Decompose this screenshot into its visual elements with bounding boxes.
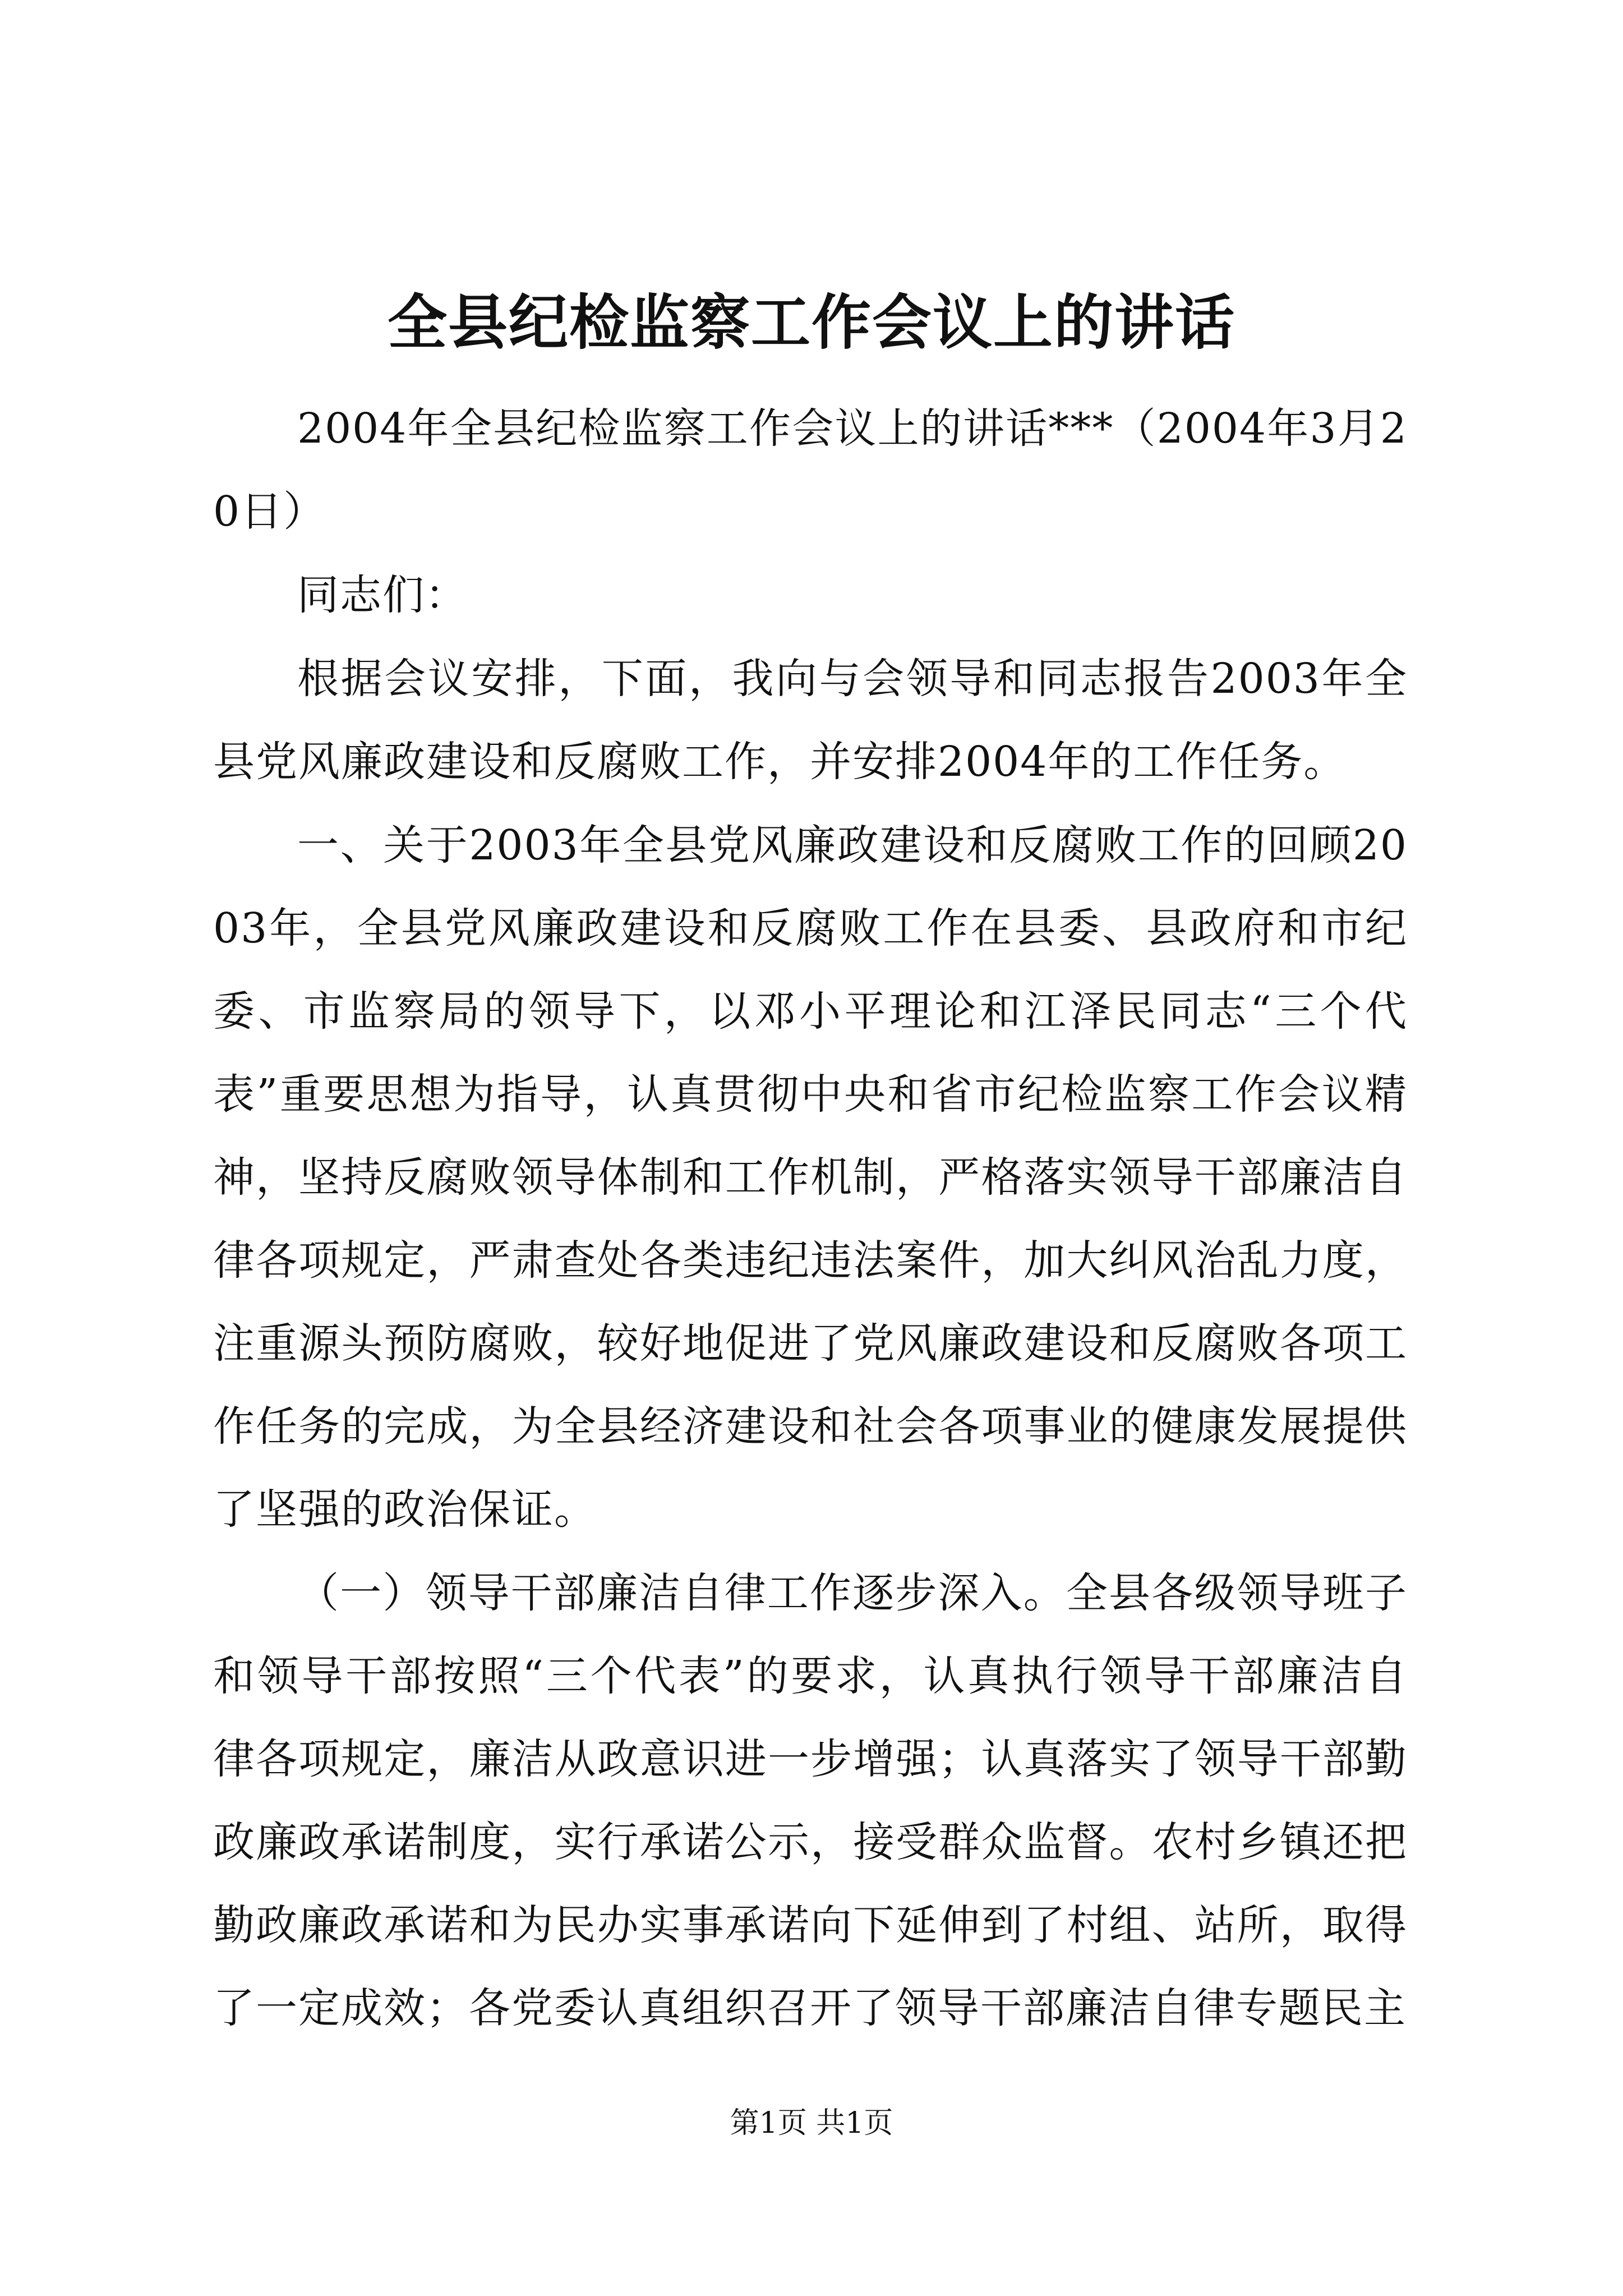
paragraph-review-2003: 一、关于2003年全县党风廉政建设和反腐败工作的回顾2003年，全县党风廉政建设和反腐败工作在县委、县政府和市纪委、市监察局的领导下，以邓小平理论和江泽民同志“三个代表”重要思想为指导，认真贯彻中央和省市纪检监察工作会议精神，坚持反腐败领导体制和工作机制，严格落实领导干部廉洁自律各项规定，严肃查处各类违纪违法案件，加大纠风治乱力度，注重源头预防腐败，较好地促进了党风廉政建设和反腐败各项工作任务的完成，为全县经济建设和社会各项事业的健康发展提供了坚强的政治保证。 [213,821,1408,1534]
paragraph-intro-heading: 2004年全县纪检监察工作会议上的讲话***（2004年3月20日） [213,404,1408,536]
page-footer: 第1页 共1页 [730,2106,893,2140]
paragraph-opening: 根据会议安排，下面，我向与会领导和同志报告2003年全县党风廉政建设和反腐败工作，并安排2004年的工作任务。 [213,655,1408,786]
paragraph-self-discipline: （一）领导干部廉洁自律工作逐步深入。全县各级领导班子和领导干部按照“三个代表”的要求，认真执行领导干部廉洁自律各项规定，廉洁从政意识进一步增强；认真落实了领导干部勤政廉政承诺制度，实行承诺公示，接受群众监督。农村乡镇还把勤政廉政承诺和为民办实事承诺向下延伸到了村组、站所，取得了一定成效；各党委认真组织召开了领导干部廉洁自律专题民主 [213,1569,1408,2032]
document-body [213,387,1408,2050]
paragraph-salutation: 同志们： [297,571,468,619]
document-title: 全县纪检监察工作会议上的讲话 [388,287,1235,357]
